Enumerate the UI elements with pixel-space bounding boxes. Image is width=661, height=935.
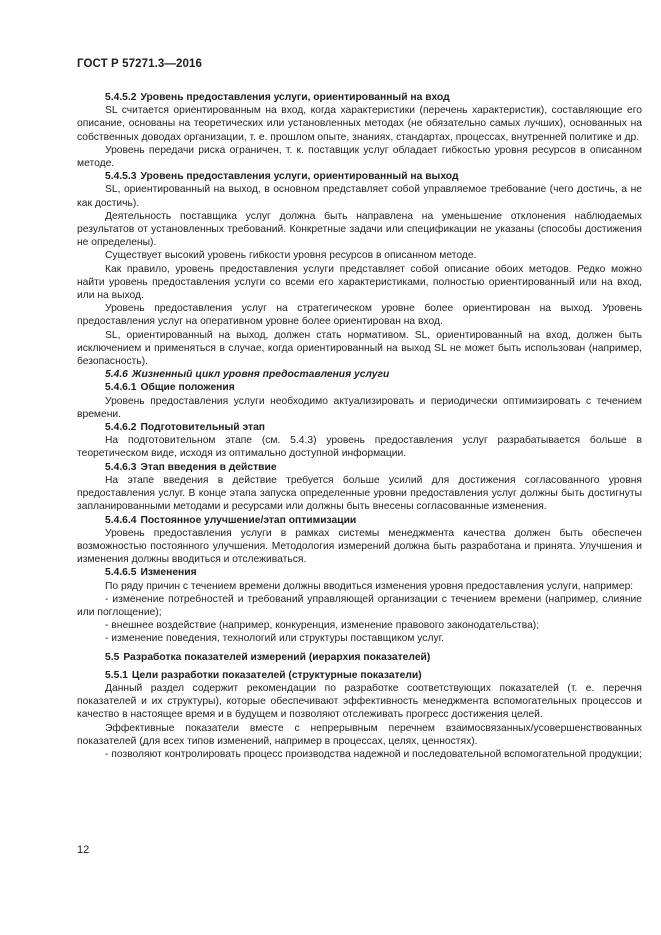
heading-text: Этап введения в действие <box>140 461 277 473</box>
heading-text: Общие положения <box>140 382 235 394</box>
paragraph: Данный раздел содержит рекомендации по разработке соответствующих показателей (т. е. перечня показателей и их структуры), которые обеспечивают эффективность менеджмента вспомогательных процессов и качество в настоящее время и в будущем и позволяют отслеживать прогресс достижения целей. <box>77 682 642 721</box>
heading-number: 5.5 <box>105 651 120 663</box>
paragraph: По ряду причин с течением времени должны вводиться изменения уровня предоставления услуги, например: <box>105 580 634 592</box>
paragraph: Деятельность поставщика услуг должна быть направлена на уменьшение отклонения наблюдаемых результатов от установленных требований. Конкретные задачи или спецификации не указаны (способы достижения не определены). <box>77 210 642 249</box>
document-header: ГОСТ Р 57271.3—2016 <box>77 58 202 70</box>
heading-number: 5.4.6.3 <box>105 461 137 473</box>
heading-text: Разработка показателей измерений (иерархия показателей) <box>123 651 431 663</box>
subsection-heading <box>77 514 642 527</box>
heading-number: 5.4.6.4 <box>105 514 137 526</box>
paragraph: Уровень предоставления услуги необходимо актуализировать и периодически оптимизировать с течением времени. <box>77 395 642 420</box>
paragraph: SL, ориентированный на выход, в основном представляет собой управляемое требование (чего достичь, а не как достичь). <box>77 184 642 209</box>
heading-number: 5.4.5.2 <box>105 92 137 103</box>
paragraph: На этапе введения в действие требуется больше усилий для достижения согласованного уровня предоставления услуг. В конце этапа запуска определенные уровни предоставления услуг должны быть достигнуты запланированными методами и ресурсами или должны быть внесены согласованные изменения. <box>77 474 642 513</box>
paragraph: Уровень предоставления услуг на стратегическом уровне более ориентирован на выход. Уровень предоставления услуг на оперативном уровне более ориентирован на вход. <box>77 303 642 328</box>
subsection-heading <box>77 669 642 682</box>
paragraph: SL, ориентированный на выход, должен стать нормативом. SL, ориентированный на вход, должен быть исключением и применяться в случае, когда ориентированный на выход SL не может быть использован (например, безопасность). <box>77 329 642 368</box>
heading-number: 5.5.1 <box>105 669 128 681</box>
heading-text: Подготовительный этап <box>140 422 266 434</box>
subsection-heading <box>77 461 642 474</box>
subsection-heading <box>77 368 642 381</box>
heading-number: 5.4.6.5 <box>105 567 137 579</box>
paragraph: Эффективные показатели вместе с непрерывным перечнем взаимосвязанных/усовершенствованных показателей (для всех типов изменений, например в процессах, целях, ценностях). <box>77 722 642 747</box>
heading-text: Жизненный цикл уровня предоставления услуги <box>131 369 390 381</box>
document-body <box>77 91 642 761</box>
heading-text: Уровень предоставления услуги, ориентированный на выход <box>140 171 459 183</box>
list-item: - изменение потребностей и требований управляющей организации с течением времени (например, слияние или поглощение); <box>77 593 642 618</box>
subsection-heading <box>77 421 642 434</box>
list-item: - позволяют контролировать процесс производства надежной и последовательной вспомогательной продукции; <box>105 748 642 760</box>
heading-text: Уровень предоставления услуги, ориентированный на вход <box>140 92 450 103</box>
subsection-heading <box>77 91 642 104</box>
heading-number: 5.4.6.1 <box>105 382 137 394</box>
page-number: 12 <box>77 844 90 856</box>
subsection-heading <box>77 170 642 183</box>
list-item: - изменение поведения, технологий или структуры поставщиком услуг. <box>105 633 444 645</box>
heading-text: Цели разработки показателей (структурные показатели) <box>131 669 422 681</box>
paragraph: Как правило, уровень предоставления услуги представляет собой описание обоих методов. Редко можно найти уровень предоставления услуги со всеми его характеристиками, полностью ориентированный или на вход, или на выход. <box>77 263 642 302</box>
heading-text: Постоянное улучшение/этап оптимизации <box>140 514 357 526</box>
paragraph: Существует высокий уровень гибкости уровня ресурсов в описанном методе. <box>105 250 477 262</box>
paragraph: Уровень предоставления услуги в рамках системы менеджмента качества должен быть обеспечен возможностью постоянного улучшения. Методология измерений должна быть разработана и принята. Улучшения и изменения должны вводиться и отслеживаться. <box>77 527 642 566</box>
paragraph: На подготовительном этапе (см. 5.4.3) уровень предоставления услуг разрабатывается больше в теоретическом виде, исходя из оптимально доступной информации. <box>77 435 642 460</box>
heading-number: 5.4.6.2 <box>105 422 137 434</box>
subsection-heading <box>77 566 642 579</box>
paragraph: SL считается ориентированным на вход, когда характеристики (перечень характеристик), составляющие его описание, основаны на теоретических или установленных методах (не обязательно самых лучших), основанных на собственных доводах организации, т. е. прошлом опыте, знаниях, стандартах, процессах, внутренней политике и др. <box>77 105 642 143</box>
heading-number: 5.4.6 <box>105 369 128 381</box>
heading-number: 5.4.5.3 <box>105 171 137 183</box>
list-item: - внешнее воздействие (например, конкуренция, изменение правового законодательства); <box>105 620 540 632</box>
section-heading <box>77 651 642 664</box>
paragraph: Уровень передачи риска ограничен, т. к. поставщик услуг обладает гибкостью уровня ресурсов в описанном методе. <box>77 144 642 170</box>
subsection-heading <box>77 381 642 394</box>
heading-text: Изменения <box>140 567 197 579</box>
